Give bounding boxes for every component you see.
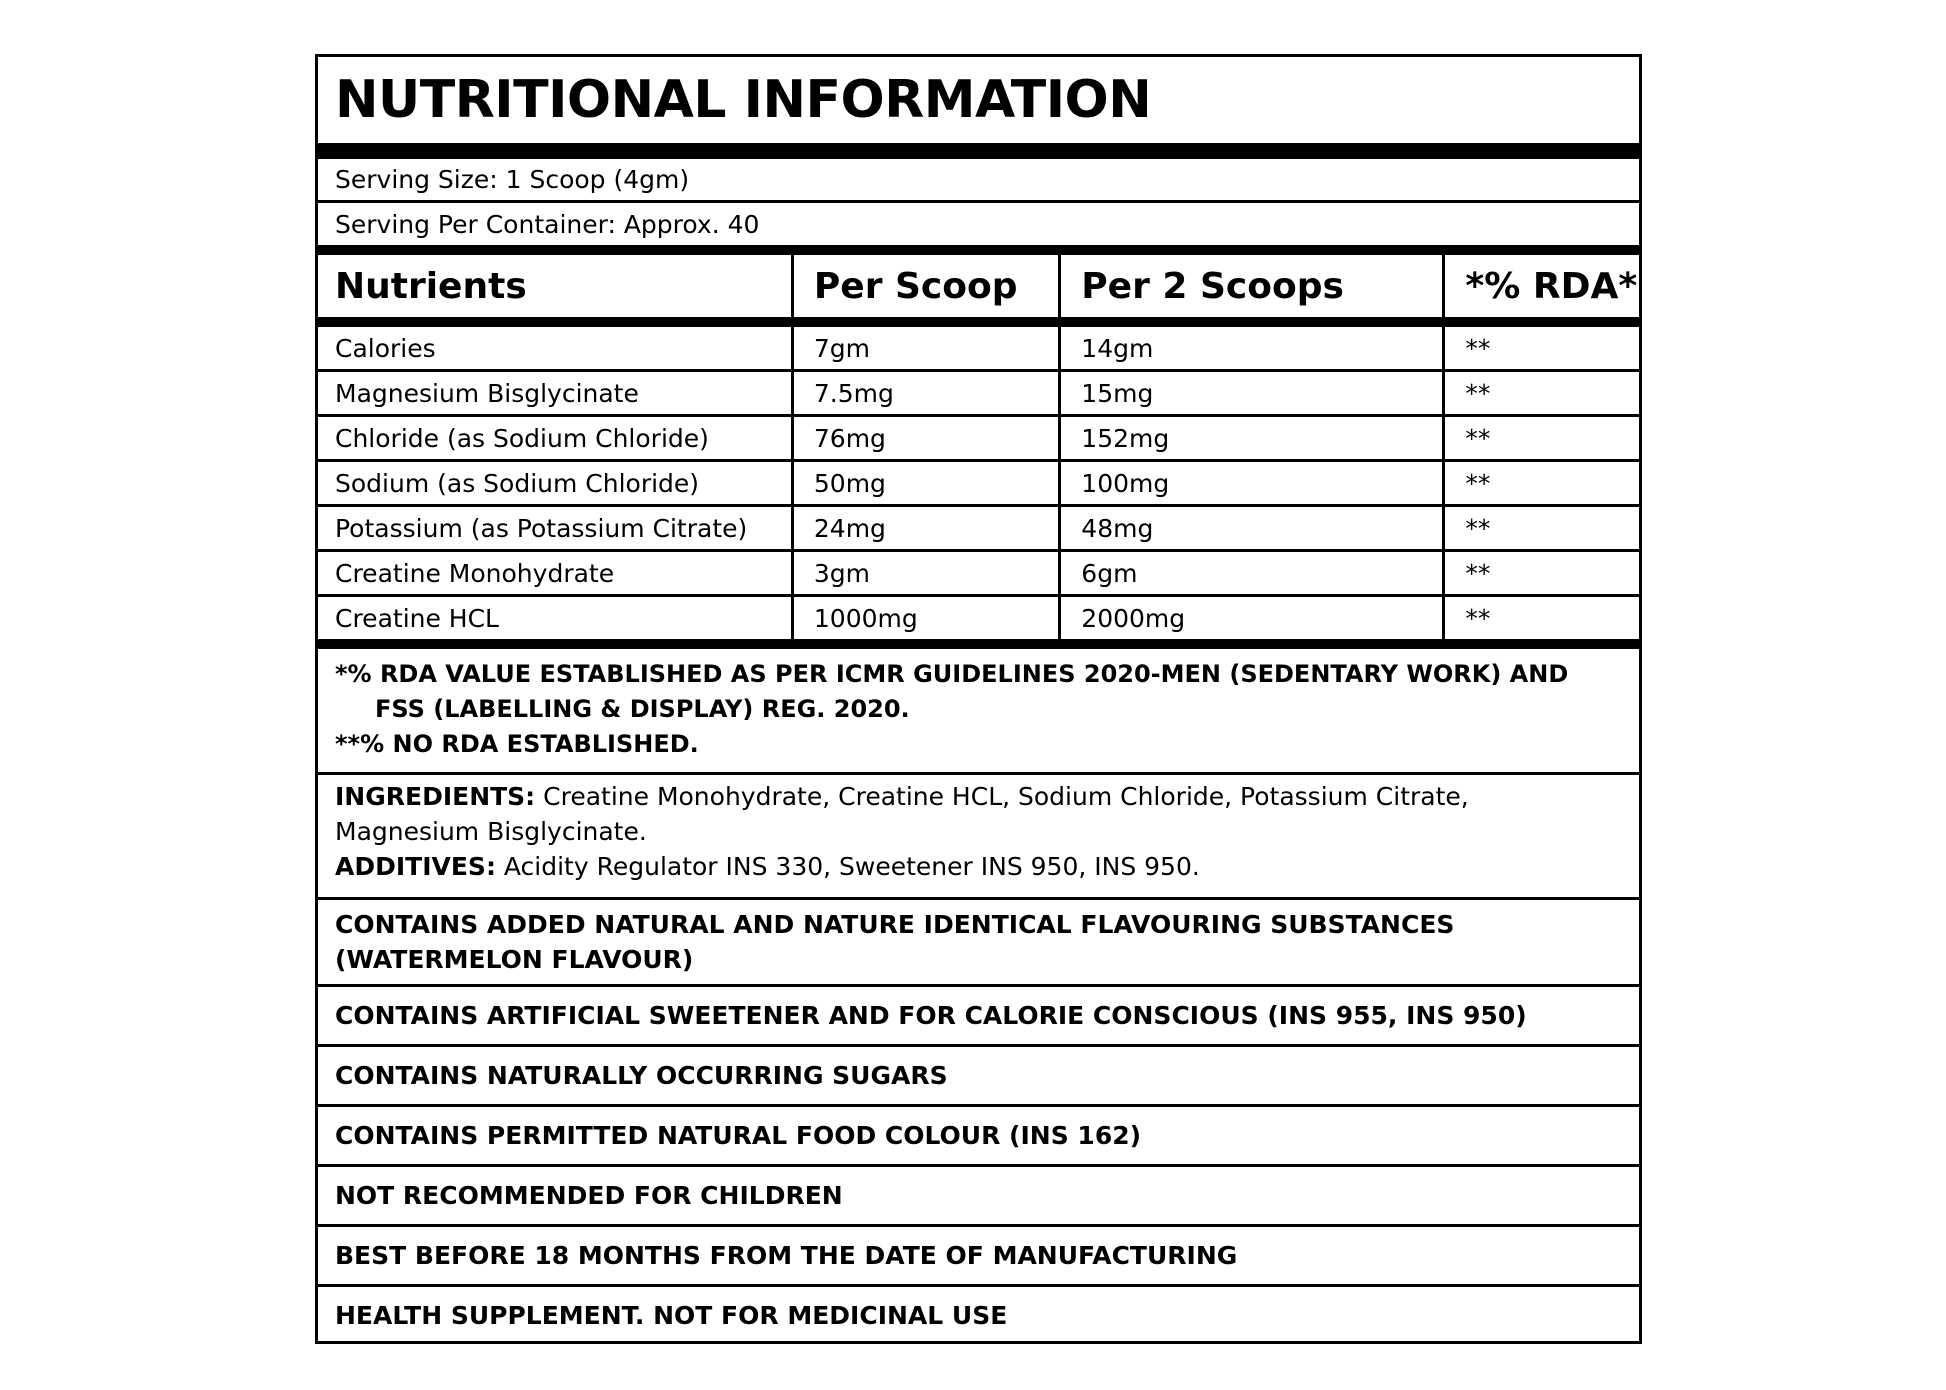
ingredients-text-continued: Magnesium Bisglycinate. [335, 817, 647, 846]
header-per-scoop: Per Scoop [791, 255, 1058, 317]
best-before-statement [318, 1227, 1639, 1284]
best-before-text: BEST BEFORE 18 MONTHS FROM THE DATE OF MANUFACTURING [335, 1241, 1238, 1270]
per-scoop-value: 7gm [791, 327, 1058, 369]
rda-value: ** [1442, 327, 1639, 369]
ingredients-label: INGREDIENTS: [335, 782, 536, 811]
per-2-scoops-value: 48mg [1058, 507, 1442, 549]
table-row [318, 597, 1639, 639]
rda-value: ** [1442, 507, 1639, 549]
rda-note-line: FSS (LABELLING & DISPLAY) REG. 2020. [375, 695, 910, 723]
rda-value: ** [1442, 462, 1639, 504]
rda-value: ** [1442, 417, 1639, 459]
per-scoop-value: 7.5mg [791, 372, 1058, 414]
per-2-scoops-value: 100mg [1058, 462, 1442, 504]
per-scoop-value: 76mg [791, 417, 1058, 459]
per-scoop-value: 24mg [791, 507, 1058, 549]
children-text: NOT RECOMMENDED FOR CHILDREN [335, 1181, 843, 1210]
sweetener-text: CONTAINS ARTIFICIAL SWEETENER AND FOR CALORIE CONSCIOUS (INS 955, INS 950) [335, 1001, 1527, 1030]
table-row [318, 417, 1639, 459]
children-statement [318, 1167, 1639, 1224]
table-row [318, 462, 1639, 504]
nutrient-name: Calories [335, 333, 436, 363]
per-2-scoops-value: 2000mg [1058, 597, 1442, 639]
ingredients-text: Creatine Monohydrate, Creatine HCL, Sodium Chloride, Potassium Citrate, [535, 782, 1469, 811]
rda-note-line: *% RDA VALUE ESTABLISHED AS PER ICMR GUIDELINES 2020-MEN (SEDENTARY WORK) AND [335, 660, 1569, 688]
divider-thick [318, 317, 1639, 327]
flavour-statement [318, 900, 1639, 984]
sugars-text: CONTAINS NATURALLY OCCURRING SUGARS [335, 1061, 948, 1090]
per-scoop-value: 3gm [791, 552, 1058, 594]
no-rda-note: **% NO RDA ESTABLISHED. [335, 730, 699, 758]
panel-title-section [318, 57, 1639, 143]
serving-per-container: Serving Per Container: Approx. 40 [335, 209, 760, 239]
health-text: HEALTH SUPPLEMENT. NOT FOR MEDICINAL USE [335, 1301, 1008, 1330]
per-2-scoops-value: 14gm [1058, 327, 1442, 369]
additives-text: Acidity Regulator INS 330, Sweetener INS 950, INS 950. [495, 852, 1200, 881]
serving-size: Serving Size: 1 Scoop (4gm) [335, 165, 690, 194]
serving-per-container-row [318, 203, 1639, 245]
table-row [318, 372, 1639, 414]
per-scoop-value: 50mg [791, 462, 1058, 504]
table-row [318, 507, 1639, 549]
flavour-line: CONTAINS ADDED NATURAL AND NATURE IDENTICAL FLAVOURING SUBSTANCES [335, 910, 1455, 939]
divider [318, 772, 1639, 775]
table-row [318, 552, 1639, 594]
divider-thick [318, 245, 1639, 255]
nutrient-name: Sodium (as Sodium Chloride) [335, 468, 700, 498]
nutrient-name: Creatine Monohydrate [335, 558, 615, 588]
nutrient-name: Chloride (as Sodium Chloride) [335, 423, 709, 453]
sugars-statement [318, 1047, 1639, 1104]
colour-statement [318, 1107, 1639, 1164]
divider-thick [318, 143, 1639, 159]
health-statement [318, 1287, 1639, 1344]
sweetener-statement [318, 987, 1639, 1044]
nutrient-name: Potassium (as Potassium Citrate) [335, 513, 748, 543]
per-scoop-value: 1000mg [791, 597, 1058, 639]
per-2-scoops-value: 15mg [1058, 372, 1442, 414]
header-nutrients: Nutrients [335, 265, 527, 307]
nutrient-name: Creatine HCL [335, 603, 499, 633]
nutrition-panel [315, 54, 1642, 1344]
header-per-2-scoops: Per 2 Scoops [1058, 255, 1442, 317]
nutrient-name: Magnesium Bisglycinate [335, 378, 639, 408]
header-rda: *% RDA* [1442, 255, 1639, 317]
rda-value: ** [1442, 597, 1639, 639]
additives-label: ADDITIVES: [335, 852, 496, 881]
panel-title: NUTRITIONAL INFORMATION [335, 70, 1152, 130]
flavour-line: (WATERMELON FLAVOUR) [335, 945, 694, 974]
table-row [318, 327, 1639, 369]
per-2-scoops-value: 6gm [1058, 552, 1442, 594]
per-2-scoops-value: 152mg [1058, 417, 1442, 459]
divider-thick [318, 639, 1639, 649]
nutrient-table-header [318, 255, 1639, 317]
rda-value: ** [1442, 552, 1639, 594]
rda-value: ** [1442, 372, 1639, 414]
serving-size-row [318, 159, 1639, 200]
colour-text: CONTAINS PERMITTED NATURAL FOOD COLOUR (INS 162) [335, 1121, 1142, 1150]
ingredients-section [318, 779, 1639, 899]
